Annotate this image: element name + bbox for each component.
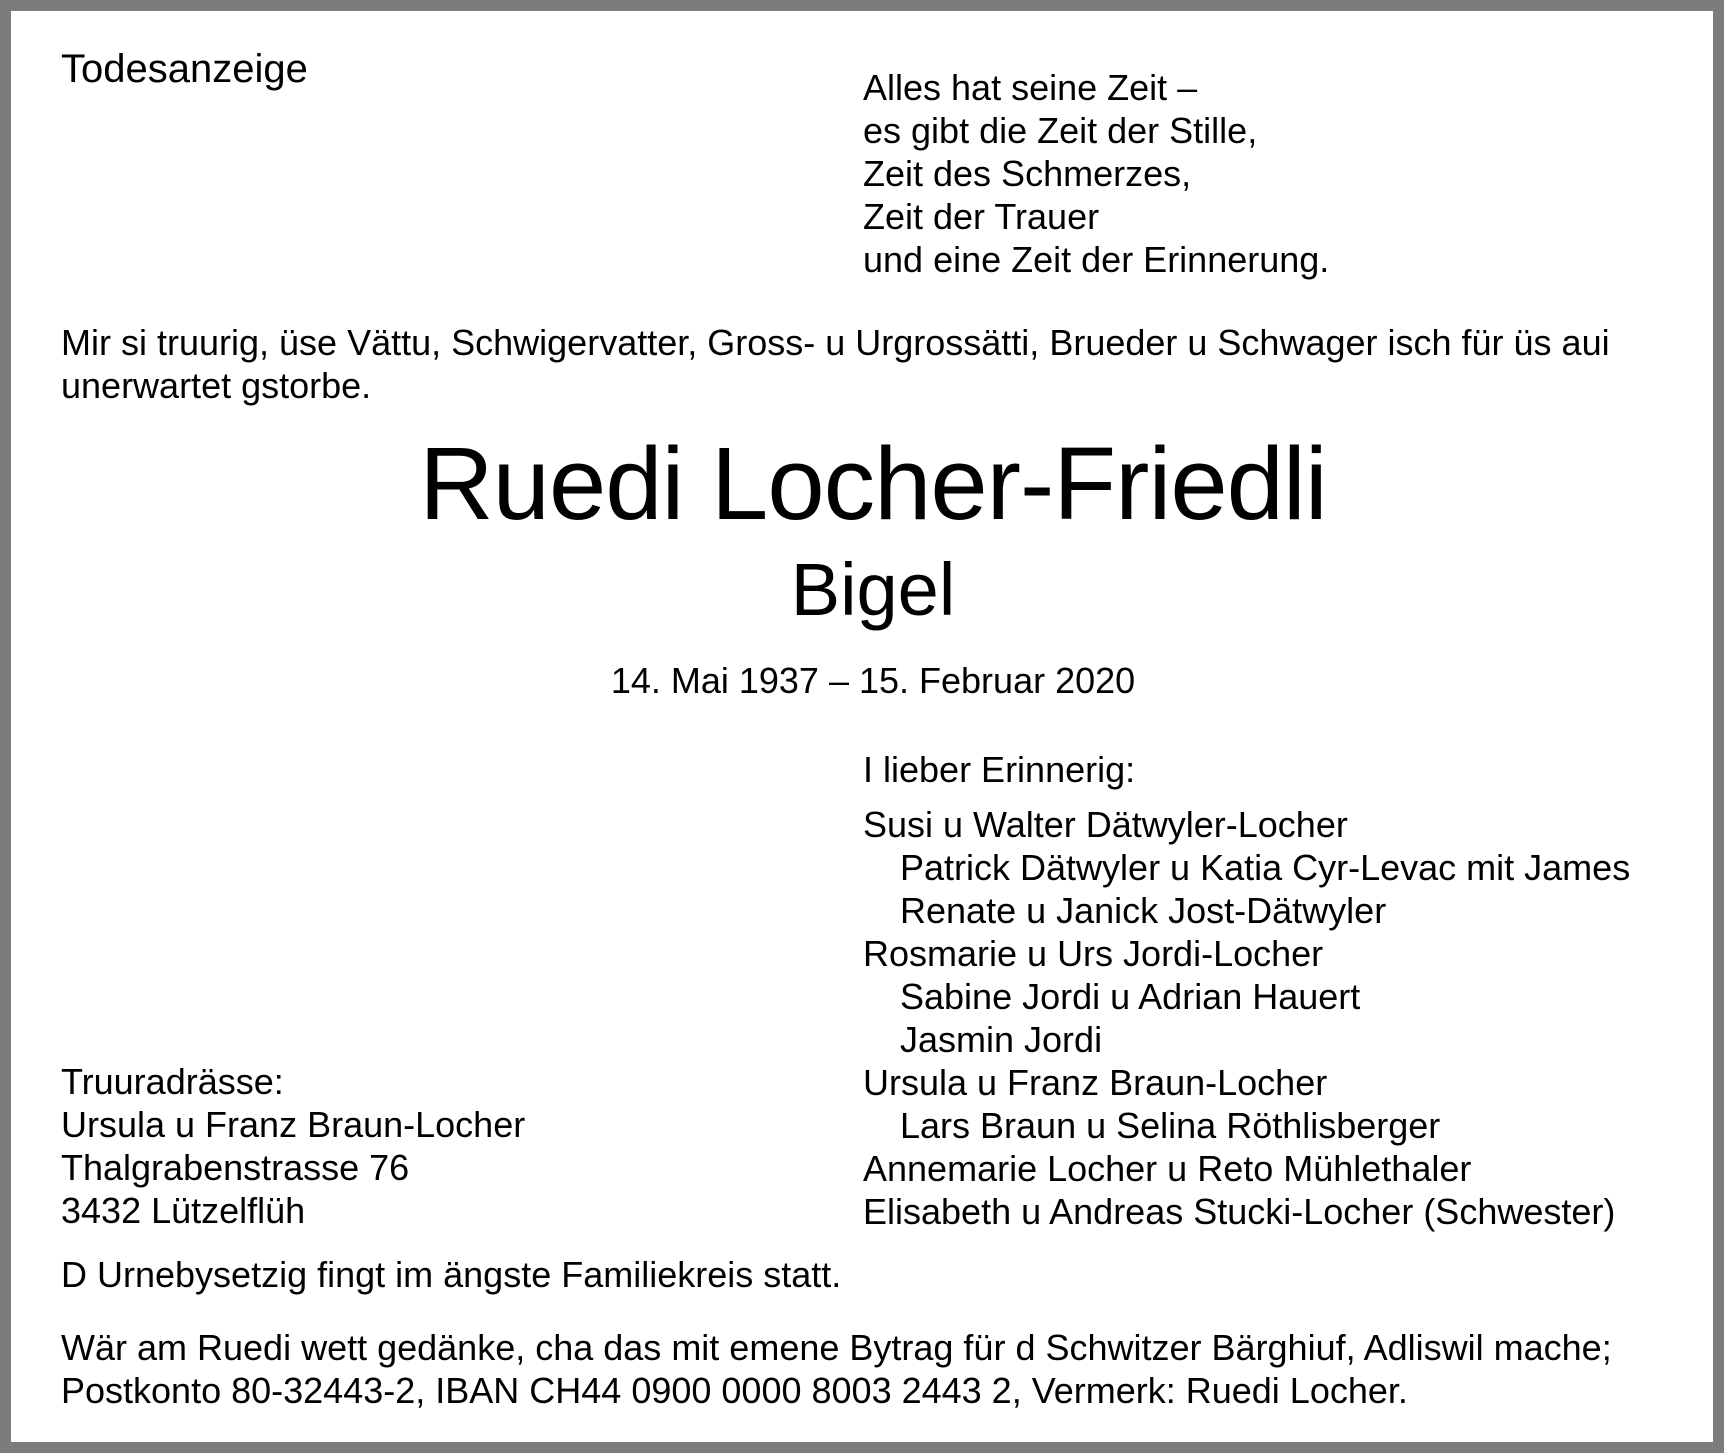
mourner-entry: Rosmarie u Urs Jordi-Locher <box>863 933 1324 974</box>
address-recipient: Ursula u Franz Braun-Locher <box>61 1104 526 1145</box>
life-dates: 14. Mai 1937 – 15. Februar 2020 <box>610 660 1136 701</box>
motto-poem <box>863 66 1329 281</box>
mourning-address <box>61 1060 525 1232</box>
motto-line: Zeit des Schmerzes, <box>863 153 1192 194</box>
urn-notice: D Urnebysetzig fingt im ängste Familiekreis statt. <box>61 1254 842 1295</box>
mourners-list <box>863 803 1630 1233</box>
mourner-entry: Annemarie Locher u Reto Mühlethaler <box>863 1148 1472 1189</box>
mourner-entry: Elisabeth u Andreas Stucki-Locher (Schwester) <box>863 1191 1616 1232</box>
intro-text: Mir si truurig, üse Vättu, Schwigervatter, Gross- u Urgrossätti, Brueder u Schwager isch für üs aui unerwartet gstorbe. <box>61 322 1610 406</box>
donation-account-line: Postkonto 80-32443-2, IBAN CH44 0900 0000 8003 2443 2, Vermerk: Ruedi Locher. <box>61 1370 1408 1411</box>
mourner-entry: Susi u Walter Dätwyler-Locher <box>863 804 1348 845</box>
mourner-entry: Lars Braun u Selina Röthlisberger <box>900 1105 1441 1146</box>
mourner-entry: Patrick Dätwyler u Katia Cyr-Levac mit James <box>900 847 1631 888</box>
memory-heading: I lieber Erinnerig: <box>863 749 1136 790</box>
deceased-nickname: Bigel <box>790 548 956 631</box>
mourner-entry: Ursula u Franz Braun-Locher <box>863 1062 1328 1103</box>
mourner-entry: Jasmin Jordi <box>900 1019 1103 1060</box>
document-heading: Todesanzeige <box>61 47 308 91</box>
mourner-entry: Renate u Janick Jost-Dätwyler <box>900 890 1387 931</box>
donation-notice <box>61 1326 1612 1412</box>
motto-line: Zeit der Trauer <box>863 196 1100 237</box>
mourner-entry: Sabine Jordi u Adrian Hauert <box>900 976 1361 1017</box>
donation-line: Wär am Ruedi wett gedänke, cha das mit emene Bytrag für d Schwitzer Bärghiuf, Adliswil mache; <box>61 1327 1612 1368</box>
obituary-page <box>11 11 1713 1442</box>
deceased-name: Ruedi Locher-Friedli <box>419 426 1327 541</box>
motto-line: es gibt die Zeit der Stille, <box>863 110 1258 151</box>
address-street: Thalgrabenstrasse 76 <box>61 1147 410 1188</box>
address-city: 3432 Lützelflüh <box>61 1190 306 1231</box>
motto-line: Alles hat seine Zeit – <box>863 67 1198 108</box>
address-label: Truuradrässe: <box>61 1061 284 1102</box>
motto-line: und eine Zeit der Erinnerung. <box>863 239 1330 280</box>
